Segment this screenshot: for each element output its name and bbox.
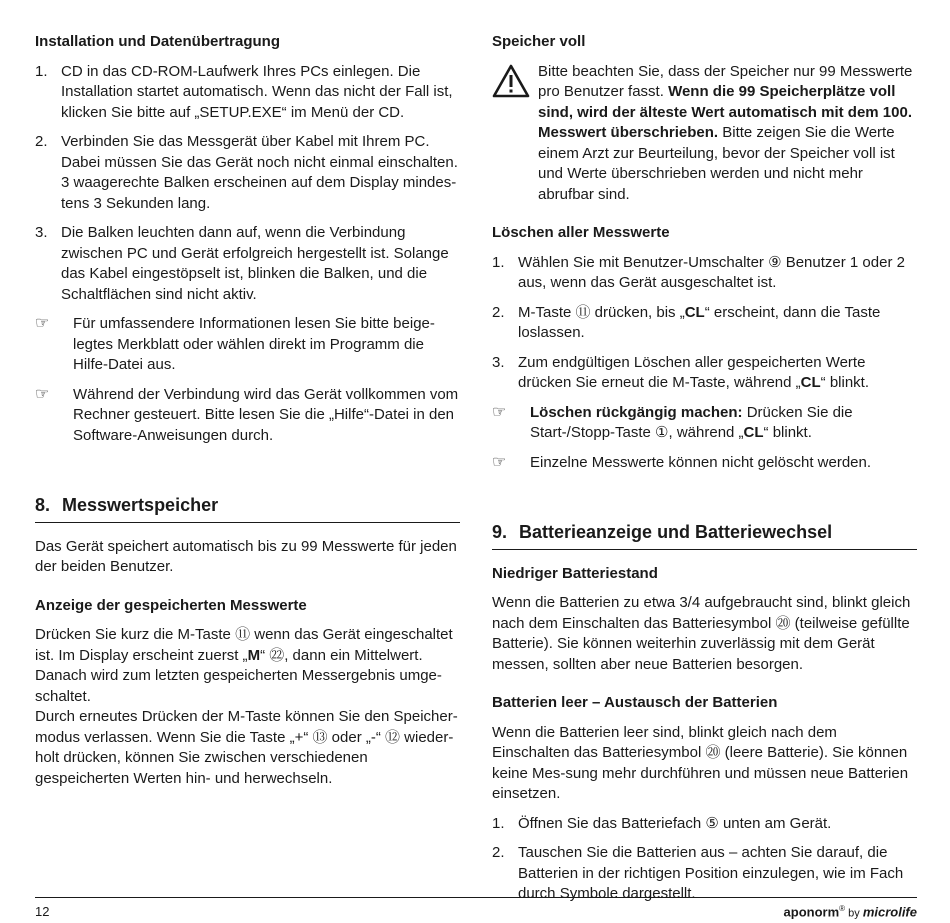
list-text: Öffnen Sie das Batteriefach ⑤ unten am Gerät. <box>518 814 832 832</box>
list-text: Tauschen Sie die Batterien aus – achten Sie darauf, die Batterien in der richtigen Position einzulegen, wie im Fach durch Symbole dargestellt. <box>518 844 904 902</box>
list-text: M-Taste ⑪ drücken, bis „CL“ erscheint, dann die Taste loslassen. <box>518 303 881 341</box>
section-title: Messwertspeicher <box>62 495 219 515</box>
note-item <box>35 385 460 447</box>
list-number: 2. <box>492 844 505 861</box>
list-number: 3. <box>35 224 48 241</box>
note-text: Löschen rückgängig machen: Drücken Sie die Start-/Stopp-Taste ①, während „CL“ blinkt. <box>530 403 853 441</box>
list-item <box>35 62 460 124</box>
note-item <box>492 403 917 444</box>
list-number: 1. <box>492 253 505 271</box>
memory-full-warning <box>492 62 917 206</box>
list-number: 1. <box>492 814 505 832</box>
list-item <box>492 814 917 835</box>
empty-battery-text: Wenn die Batterien leer sind, blinkt gleich nach dem Einschalten das Batteriesymbol ⑳ (leere Batterie). Sie können keine Mes-sung mehr durchführen und müssen neue Batterien einsetzen. <box>492 723 909 802</box>
list-number: 2. <box>35 133 48 150</box>
list-text: Zum endgültigen Löschen aller gespeicherten Werte drücken Sie erneut die M-Taste, während „CL“ blinkt. <box>518 353 870 391</box>
note-item <box>492 453 917 474</box>
brand-logo: aponorm® by microlife <box>783 904 917 920</box>
note-item <box>35 314 460 376</box>
list-text: Verbinden Sie das Messgerät über Kabel mit Ihrem PC. Dabei müssen Sie das Gerät noch nicht einmal einschalten. 3 waagerechte Balken erscheinen auf dem Display mindes-tens 3 Sekunden lang. <box>61 133 458 212</box>
pointing-hand-icon: ☞ <box>35 385 50 403</box>
pointing-hand-icon: ☞ <box>35 315 50 332</box>
list-item <box>35 223 460 305</box>
list-text: Die Balken leuchten dann auf, wenn die Verbindung zwischen PC und Gerät erfolgreich hergestellt ist. Solange das Kabel eingestöpselt ist, blinken die Balken, und die Schaltflächen sind nicht aktiv. <box>61 224 449 303</box>
note-text: Für umfassendere Informationen lesen Sie bitte beige-legtes Merkblatt oder wählen direkt im Programm die Hilfe-Datei aus. <box>73 315 435 373</box>
pointing-hand-icon: ☞ <box>492 453 507 471</box>
warning-triangle-icon <box>492 64 530 98</box>
page-footer <box>35 897 917 920</box>
right-column <box>492 32 917 914</box>
section-8-heading <box>35 495 460 523</box>
list-number: 3. <box>492 353 505 371</box>
memory-display-paragraph: Drücken Sie kurz die M-Taste ⑪ wenn das Gerät eingeschaltet ist. Im Display erscheint zuerst „M“ ㉒, dann ein Mittelwert. Danach wird zum letzten gespeicherten Messergebnis umge-schaltet. <box>35 626 453 705</box>
pointing-hand-icon: ☞ <box>492 403 507 421</box>
left-column <box>35 32 460 789</box>
memory-full-heading: Speicher voll <box>492 33 586 50</box>
list-text: CD in das CD-ROM-Laufwerk Ihres PCs einlegen. Die Installation startet automatisch. Wenn das nicht der Fall ist, klicken Sie bitte auf „SETUP.EXE“ im Menü der CD. <box>61 62 453 121</box>
section-number: 8. <box>35 495 51 515</box>
list-item <box>492 253 917 294</box>
section-9-heading <box>492 522 917 550</box>
page-number: 12 <box>35 904 50 919</box>
memory-full-text: Bitte beachten Sie, dass der Speicher nur 99 Messwerte pro Benutzer fasst. Wenn die 99 Speicherplätze voll sind, wird der älteste Wert automatisch mit dem 100. Messwert überschrieben. Bitte zeigen Sie die Werte einem Arzt zur Beurteilung, bevor der Speicher voll ist und Werte überschrieben werden und nicht mehr abrufbar sind. <box>538 62 913 203</box>
section-number: 9. <box>492 522 508 542</box>
install-heading: Installation und Datenübertragung <box>35 33 281 50</box>
low-battery-heading: Niedriger Batteriestand <box>492 564 658 582</box>
section-title: Batterieanzeige und Batteriewechsel <box>519 522 833 542</box>
list-item <box>35 132 460 214</box>
list-number: 1. <box>35 62 48 80</box>
low-battery-text: Wenn die Batterien zu etwa 3/4 aufgebraucht sind, blinkt gleich nach dem Einschalten das Batteriesymbol ⑳ (teilweise gefüllte Batterie). Sie können weiterhin zuverlässig mit dem Gerät messen, sollten aber neue Batterien besorgen. <box>492 594 911 673</box>
list-number: 2. <box>492 303 505 321</box>
list-item <box>492 843 917 905</box>
delete-all-heading: Löschen aller Messwerte <box>492 224 670 241</box>
memory-display-heading: Anzeige der gespeicherten Messwerte <box>35 596 307 614</box>
note-text: Während der Verbindung wird das Gerät vollkommen vom Rechner gesteuert. Bitte lesen Sie die „Hilfe“-Datei in den Software-Anweisungen durch. <box>73 385 459 444</box>
list-item <box>492 353 917 394</box>
list-text: Wählen Sie mit Benutzer-Umschalter ⑨ Benutzer 1 oder 2 aus, wenn das Gerät ausgeschaltet ist. <box>518 253 905 291</box>
note-text: Einzelne Messwerte können nicht gelöscht werden. <box>530 453 872 471</box>
section-8-intro: Das Gerät speichert automatisch bis zu 99 Messwerte für jeden der beiden Benutzer. <box>35 537 457 575</box>
list-item <box>492 303 917 344</box>
empty-battery-heading: Batterien leer – Austausch der Batterien <box>492 694 778 711</box>
memory-navigate-paragraph: Durch erneutes Drücken der M-Taste können Sie den Speicher-modus verlassen. Wenn Sie die Taste „+“ ⑬ oder „-“ ⑫ wieder-holt drücken, können Sie zwischen verschiedenen gespeicherten Werten hin- und herwechseln. <box>35 708 458 787</box>
